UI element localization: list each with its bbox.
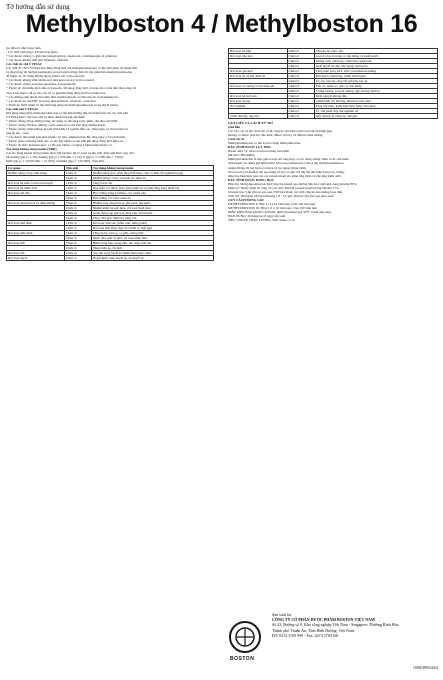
effect-cell: Hội chứng cai corticosteroid [91, 196, 213, 201]
frequency-cell: Chưa rõ [64, 191, 91, 196]
organ-class-cell: Rối loạn tâm thần [7, 221, 65, 226]
effect-cell: Rối loạn tâm thần, thay đổi hành vi, mất ngủ [91, 226, 213, 231]
organ-class-cell: Rối loạn mạch [7, 256, 65, 261]
effect-cell: Xuất huyết dạ dày, đau bụng, buồn nôn [314, 64, 437, 69]
frequency-cell: Chưa rõ [287, 54, 314, 59]
text-line: để tránh các tác dụng không mong muốn của corticosteroid. [6, 74, 85, 79]
frequency-cell: Chưa rõ [287, 79, 314, 84]
frequency-cell: Chưa rõ [287, 74, 314, 79]
organ-class-cell: Rối loạn hệ miễn dịch [7, 186, 65, 191]
organ-class-cell: Rối loạn hệ sinh sản [229, 94, 288, 99]
text-line: + Thuốc chống viêm không steroid (NSAID) và aspirin liều cao: tăng nguy cơ xuất huyết và [6, 126, 128, 131]
effect-cell: Tăng nhãn áp, lồi mắt [91, 246, 213, 251]
manufacturer-footer [228, 608, 440, 672]
frequency-cell: Chưa rõ [287, 104, 314, 109]
frequency-cell: Chưa rõ [64, 176, 91, 181]
text-line: + Các thuốc làm giảm kali máu (thuốc lợi tiểu, amphotericin B): tăng nguy cơ hạ kali máu. [6, 135, 126, 140]
text-line: + Thuốc giãn cơ không khử cực: có thể gây bệnh cơ cấp tính khi dùng đồng thời liều cao. [6, 139, 124, 144]
frequency-cell: Chưa rõ [64, 181, 91, 186]
text-line: rất thường gặp (≥ 1/10), thường gặp (≥ 1/100 đến < 1/10), ít gặp (≥ 1/1.000 đến < 1/100), [6, 155, 124, 160]
organ-class-cell: Rối loạn tim [7, 251, 65, 256]
frequency-cell: Chưa rõ [64, 256, 91, 261]
text-line: hiếm gặp (≥ 1/10.000 đến < 1/1.000), rất hiếm gặp (< 1/10.000), chưa biết. [6, 159, 105, 164]
effect-cell: Gãy xương do chèn ép, đứt gân [314, 114, 437, 119]
effect-cell: Loét dạ dày tá tràng có thể thủng và xuất huyết [314, 54, 437, 59]
organ-class-cell: Rối loạn nội tiết [7, 191, 65, 196]
section-heading: Quá liều [228, 125, 240, 130]
text-line: - Các chất cảm ứng CYP3A4 ban gồm: [6, 50, 58, 55]
organ-class-cell: Rối loạn tiêu hóa [229, 54, 288, 59]
frequency-cell: Chưa rõ [287, 114, 314, 119]
text-line: Các chất ức chế CYP3A4 nếu dùng đồng thời với methylprednisolon có thể làm giảm độ thanh thải [6, 66, 137, 71]
section-heading: ĐẶC TÍNH DƯỢC ĐỘNG HỌC [228, 177, 275, 182]
frequency-cell: Chưa rõ [64, 246, 91, 251]
text-line: Chuyển hóa: Chủ yếu tại gan qua CYP3A4 thành các chất chuyển hóa không hoạt tính. [228, 189, 343, 194]
table-row [7, 256, 214, 261]
text-line: Phân bố: Thuốc phân bố rộng vào các mô; liên kết protein huyết tương khoảng 77%. [228, 185, 340, 190]
text-line: + Các thuốc kháng sinh như rifampin, rifabutin [6, 58, 69, 63]
frequency-cell: Chưa rõ [64, 226, 91, 231]
effect-cell: Teo da, ban đỏ, tăng tiết mồ hôi, rạn da [314, 79, 437, 84]
effect-cell: Tăng bạch cầu [91, 181, 213, 186]
text-line: CYP3A4 khác; cần theo dõi và điều chỉnh liều khi cần thiết. [6, 114, 86, 119]
text-line: Methylprednisolon là một glucocorticoid tổng hợp, có tác dụng chống viêm và ức chế miễn [228, 157, 349, 162]
organ-class-cell: Chấn thương, ngộ độc [229, 114, 288, 119]
organ-class-cell: Rối loạn chung [229, 99, 288, 104]
effect-cell: Tăng áp lực nội sọ, co giật, chóng mặt [91, 231, 213, 236]
section-heading: QUY CÁCH ĐÓNG GÓI [228, 197, 264, 202]
organ-class-cell: Rối loạn hô hấp [229, 49, 288, 54]
frequency-cell: Chưa rõ [64, 221, 91, 226]
frequency-cell: Chưa rõ [64, 196, 91, 201]
effect-cell: Tăng urê máu, giảm kali máu, tăng calci niệu [314, 104, 437, 109]
effect-cell: Chậm lành vết thương, mệt mỏi, khó chịu [314, 99, 437, 104]
text-line: Nhóm dược lý: Glucocorticoid dùng toàn thân [228, 149, 290, 154]
frequency-cell: Chưa rõ [64, 211, 91, 216]
top-note: Tờ hướng dẫn sử dụng [6, 3, 70, 11]
effect-cell: Bệnh võng mạc trung tâm, đục thủy tinh thể [91, 241, 213, 246]
table-row [229, 114, 438, 119]
effect-cell: Huyết khối, tăng huyết áp, hạ huyết áp [91, 256, 213, 261]
text-line: Khi dùng đồng thời, methylprednisolon có thể ảnh hưởng đến độ thanh thải của các chất nền [6, 110, 129, 115]
organ-class-cell: Xét nghiệm [229, 104, 288, 109]
text-line: điều hòa biểu hiện gen của các protein tham gia phản ứng viêm và đáp ứng miễn dịch. [228, 173, 342, 178]
text-line: ĐIỀU KIỆN BẢO QUẢN: Nơi khô, nhiệt độ không quá 30°C, tránh ánh sáng. [228, 210, 332, 215]
section-heading: ĐẶC TÍNH DƯỢC LỰC HỌC [228, 145, 272, 150]
frequency-cell: Chưa rõ [64, 241, 91, 246]
mfg-address-2: Thành phố Thuận An, Tỉnh Bình Dương, Việt Nam. [272, 627, 355, 633]
text-line: gia điều trị như trong tuần. [6, 46, 42, 50]
effect-cell: Nhiễm toan chuyển hóa, giữ natri, giữ nước [91, 201, 213, 206]
section-heading: Các chất ức chế CYP3A4 [6, 62, 42, 67]
frequency-cell: Chưa rõ [64, 201, 91, 206]
frequency-cell: Chưa rõ [287, 89, 314, 94]
organ-class-cell: Rối loạn chuyển hóa và dinh dưỡng [7, 201, 65, 206]
document-code: 1008189534/02 [412, 665, 438, 670]
text-line: METHYLBOSTON 4: Hộp 3 vỉ x 10 viên nén; Chai 100 viên nén [228, 201, 316, 206]
frequency-cell: Chưa rõ [287, 59, 314, 64]
organ-class-cell: Rối loạn gan mật [229, 69, 288, 74]
text-line: Các tác dụng không mong muốn được liệt kê theo hệ cơ quan và tần suất. Tần suất được quy ước: [6, 151, 135, 156]
frequency-cell: Chưa rõ [287, 84, 314, 89]
section-heading: Cách xử trí [228, 137, 245, 142]
text-line: + Thuốc chống đái tháo đường: corticosteroid có thể làm tăng đường huyết. [6, 122, 106, 127]
text-line: Glucocorticoid khuếch tán qua màng tế bào và gắn với thụ thể đặc hiệu trong bào tương, [228, 169, 345, 174]
text-line: METHYLBOSTON 16: Hộp 3 vỉ x 10 viên nén; Chai 100 viên nén [228, 205, 317, 210]
organ-class-cell: Rối loạn cơ xương và mô liên kết [229, 84, 288, 89]
effect-cell: Ức chế phản ứng thử nghiệm da [314, 109, 437, 114]
organ-class-cell: Nhiễm trùng và ký sinh trùng [7, 171, 65, 176]
effect-cell: Loãng xương, hoại tử xương, gãy xương bệnh lý [314, 89, 437, 94]
organ-class-cell: Rối loạn thần kinh [7, 231, 65, 236]
effect-cell: Giảm dung nạp glucose, tăng nhu cầu insulin [91, 211, 213, 216]
text-line: + Các kháng sinh nhóm macrolid như clarithromycin, erythromycin, troleandomycin. [6, 94, 119, 99]
effect-cell: Hội chứng dạng Cushing, suy tuyến yên [91, 191, 213, 196]
frequency-cell: Chưa rõ [287, 109, 314, 114]
text-line: tương đương 20 mg hydrocortison về tác dụng chống viêm. [228, 165, 307, 170]
text-line: + Các thuốc chống co giật như phenobarbital, phenytoin, carbamazepin và primidon [6, 54, 118, 59]
text-line: loét dạ dày - ruột. [6, 130, 30, 135]
text-line: + Nước ép bưởi chùm có thể làm tăng nồng độ methylprednisolon trong huyết tương. [6, 102, 119, 107]
section-heading: Các chất nền CYP3A4 [6, 106, 38, 111]
effect-cell: Nhiễm trùng cơ hội, tái phát lao tiềm ẩn [91, 176, 213, 181]
organ-class-cell: Rối loạn da và mô dưới da [229, 74, 288, 79]
effect-cell: Suy tim sung huyết (ở bệnh nhân nhạy cảm) [91, 251, 213, 256]
effect-cell: Quá mẫn với thuốc (bao gồm phản vệ và phản ứng dạng phản vệ) [91, 186, 213, 191]
right-column [228, 46, 438, 222]
text-line: + Các thuốc ức chế HIV protease như indinavir, ritonavir, cobicistat. [6, 98, 97, 103]
effect-cell: Yếu cơ, bệnh cơ, đau cơ, đau khớp [314, 84, 437, 89]
effect-cell: Kinh nguyệt không đều [314, 94, 437, 99]
effect-cell: Tăng cảm giác thèm ăn, tăng cân [91, 216, 213, 221]
effect-cell: Nhức đầu, mất trí nhớ, rối loạn nhận thức [91, 236, 213, 241]
text-line: + Thuốc chống đông đường uống: tác dụng có thể tăng hoặc giảm, cần theo dõi INR. [6, 118, 118, 123]
adverse-effects-table-continued [228, 48, 438, 119]
effect-cell: Tăng men gan (ALT, AST, phosphatase kiềm) [314, 69, 437, 74]
text-line: + Các thuốc chống nôn như aprepitant, fosaprepitant. [6, 82, 77, 87]
section-heading: QUÁ LIỀU VÀ CÁCH XỬ TRÍ [228, 121, 273, 125]
text-line: Methylprednisolon có thể loại bỏ bằng thẩm phân máu. [228, 141, 301, 146]
organ-class-cell: Rối loạn mắt [7, 241, 65, 246]
effect-cell: Phù mạch, rậm lông, chấm xuất huyết [314, 74, 437, 79]
left-column [6, 46, 214, 261]
text-line: + Thuốc ức chế miễn dịch như ciclosporin. Sử dụng đồng thời ciclosporin có thể làm tăng nồng độ [6, 86, 137, 91]
adverse-effects-table [6, 165, 214, 261]
document-title: Methylboston 4 / Methylboston 16 [25, 10, 418, 38]
table-header-cell: Tần suất [64, 166, 91, 171]
frequency-cell: Chưa rõ [64, 251, 91, 256]
effect-cell: Nhiễm kiềm hạ kali máu, rối loạn lipid máu [91, 206, 213, 211]
text-line: Mã ATC: H02AB04 [228, 153, 255, 158]
mfg-phone: ĐT: 0274 3769 999 - Fax: 0274 3769 601 [272, 632, 339, 638]
frequency-cell: Chưa rõ [287, 99, 314, 104]
effect-cell: Thuyên tắc phổi, nấc [314, 49, 437, 54]
text-line: HẠN DÙNG: 36 tháng kể từ ngày sản xuất. [228, 214, 286, 219]
right-text-block [228, 121, 438, 222]
boston-logo-icon [228, 620, 262, 654]
frequency-cell: Chưa rõ [287, 94, 314, 99]
text-line: của cả hai thuốc; đã có báo cáo về co giật khi dùng đồng thời hai thuốc này. [6, 90, 106, 95]
table-row [7, 171, 214, 176]
frequency-cell: Chưa rõ [64, 216, 91, 221]
frequency-cell: Chưa rõ [64, 186, 91, 191]
effect-cell: Nhiễm trùng (bao gồm tăng tính nhạy cảm và mức độ nghiêm trọng) [91, 171, 213, 176]
frequency-cell: Chưa rõ [64, 171, 91, 176]
text-line: Không có thuốc giải độc đặc hiệu; điều trị hỗ trợ và điều trị triệu chứng. [228, 133, 324, 138]
text-line: và tăng nồng độ methylprednisolon trong huyết tương. Khi đó cần giảm liều methylprednisolon [6, 70, 133, 75]
frequency-cell: Chưa rõ [287, 49, 314, 54]
mfg-name: CÔNG TY CỔ PHẦN DƯỢC PHẨM BOSTON VIỆT NAM [272, 617, 375, 623]
mfg-address: Số 43, Đường số 8, Khu công nghiệp Việt Nam - Singapore, Phường Bình Hòa, [272, 622, 400, 628]
text-line: + Thuốc ức chế cholinesterase: có thể gây nhược cơ nặng ở bệnh nhân nhược cơ. [6, 143, 113, 148]
effect-cell: Rối loạn cảm xúc (trầm cảm, hưng phấn) [91, 221, 213, 226]
frequency-cell: Chưa rõ [64, 206, 91, 211]
organ-class-cell: Rối loạn hệ máu và hệ bạch huyết [7, 181, 65, 186]
section-heading: Tác dụng không mong muốn (ADR) [6, 147, 57, 152]
text-line: + Các thuốc kháng nấm nhóm azol như ketoconazol và itraconazol. [6, 78, 95, 83]
text-line: dịch mạnh; tác dụng giữ muối nước yếu hơn prednisolon. Liều 4 mg methylprednisolon [228, 161, 344, 166]
frequency-cell: Chưa rõ [287, 64, 314, 69]
logo-text: BOSTON [230, 656, 255, 662]
frequency-cell: Chưa rõ [64, 236, 91, 241]
text-line: TIÊU CHUẨN CHẤT LƯỢNG: Tiêu chuẩn cơ sở. [228, 218, 296, 223]
table-header-cell: Tác dụng không mong muốn [91, 166, 213, 171]
mfg-label: Sản xuất tại: [272, 612, 292, 617]
left-text-block [6, 46, 214, 163]
text-line: Hấp thu: Methylprednisolon được hấp thu nhanh qua đường tiêu hóa; sinh khả dụng khoảng 89%. [228, 181, 358, 186]
frequency-cell: Chưa rõ [287, 69, 314, 74]
effect-cell: Thủng ruột, viêm tụy, viêm thực quản loét [314, 59, 437, 64]
text-line: Các báo cáo về độc tính cấp và tử vong do quá liều corticosteroid rất hiếm gặp. [228, 129, 333, 134]
text-line: Thải trừ: Thời gian bán thải khoảng 1,8 - 5,2 giờ; thải trừ chủ yếu qua nước tiểu. [228, 193, 335, 198]
frequency-cell: Chưa rõ [64, 231, 91, 236]
table-header-cell: Cơ quan [7, 166, 65, 171]
manufacturer-info [272, 612, 399, 638]
